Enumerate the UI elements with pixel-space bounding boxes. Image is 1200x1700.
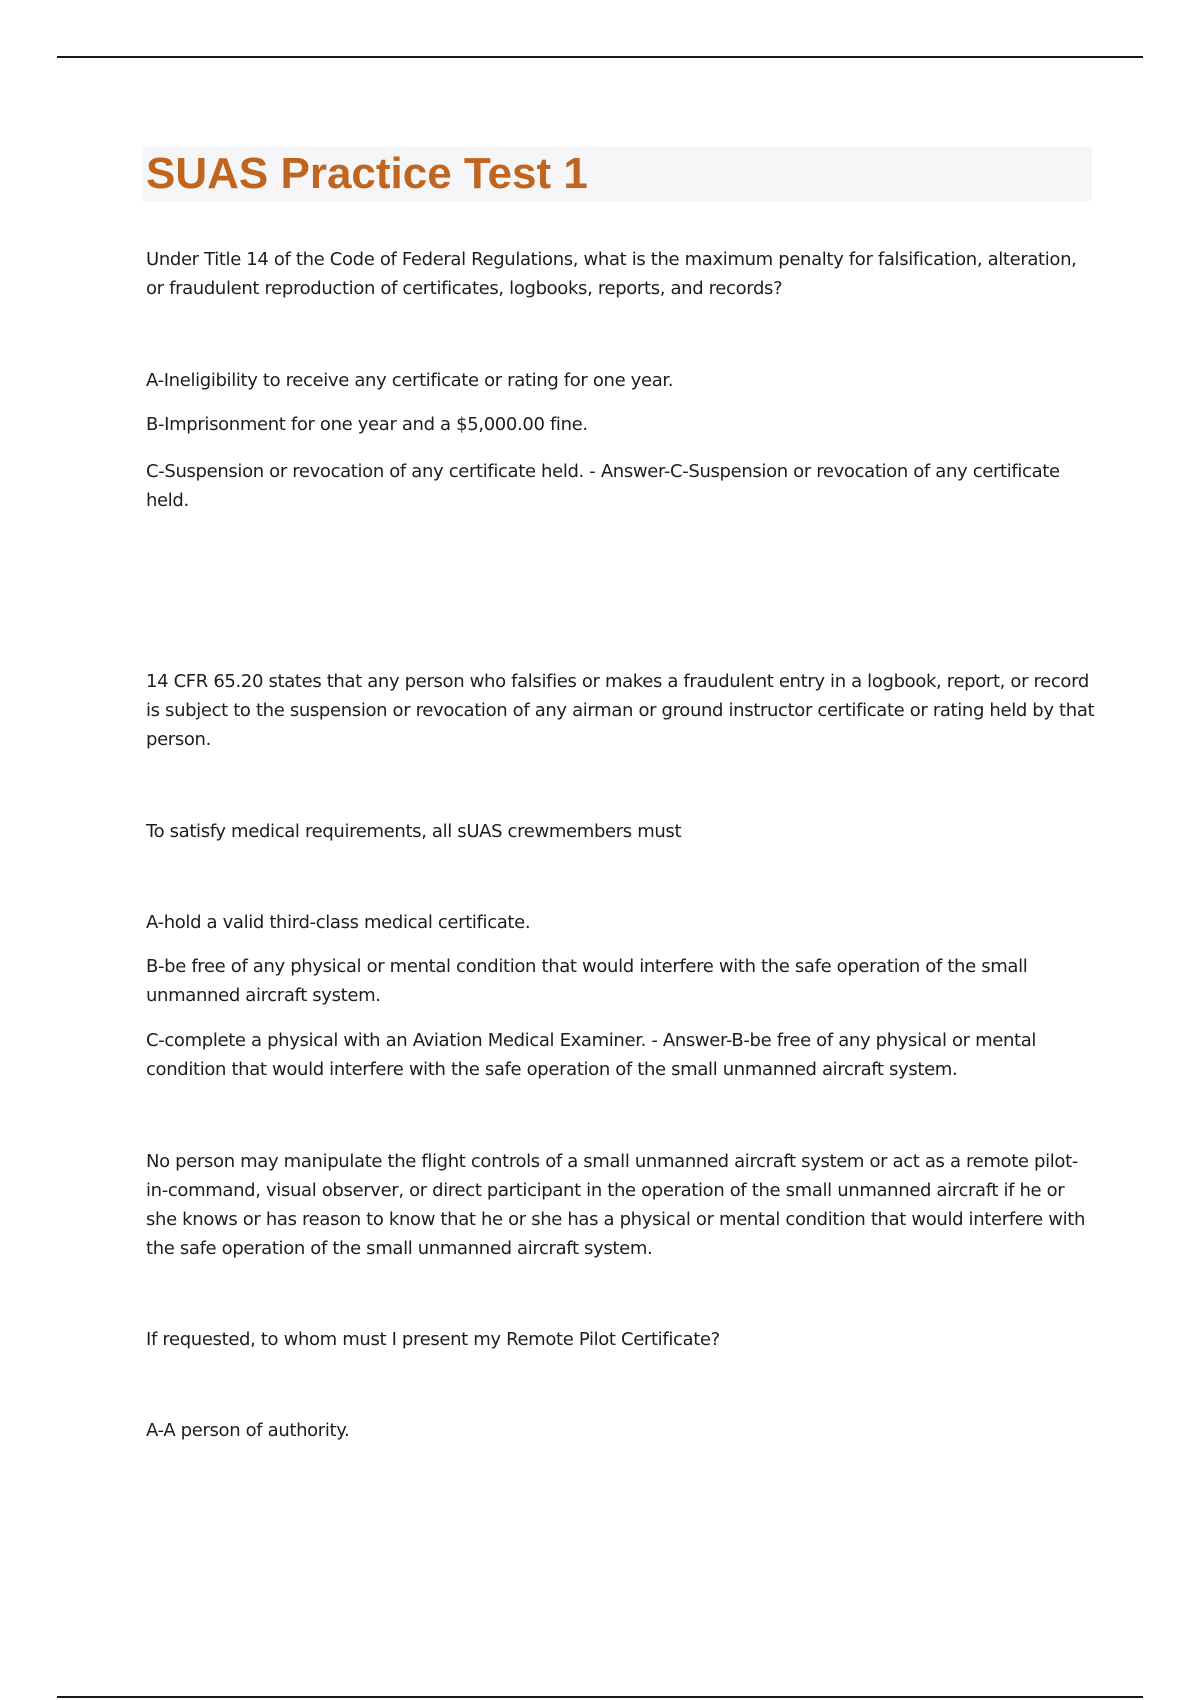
bottom-rule bbox=[57, 1696, 1143, 1698]
question-1-option-b: B-Imprisonment for one year and a $5,000.00 fine. bbox=[146, 414, 588, 435]
question-1-option-a: A-Ineligibility to receive any certificate or rating for one year. bbox=[146, 370, 674, 391]
question-3-text: If requested, to whom must I present my Remote Pilot Certificate? bbox=[146, 1329, 720, 1350]
question-2-option-a: A-hold a valid third-class medical certificate. bbox=[146, 912, 531, 933]
question-1-explanation: 14 CFR 65.20 states that any person who falsifies or makes a fraudulent entry in a logbook, report, or record is subject to the suspension or revocation of any airman or ground instructor certificate or rating held by that person. bbox=[146, 671, 1095, 750]
question-2-explanation: No person may manipulate the flight controls of a small unmanned aircraft system or act as a remote pilot-in-command, visual observer, or direct participant in the operation of the small unmanned aircraft if he or she knows or has reason to know that he or she has a physical or mental condition that would interfere with the safe operation of the small unmanned aircraft system. bbox=[146, 1151, 1085, 1259]
question-1-option-c-answer: C-Suspension or revocation of any certificate held. - Answer-C-Suspension or revocation of any certificate held. bbox=[146, 461, 1060, 511]
question-2-text: To satisfy medical requirements, all sUAS crewmembers must bbox=[146, 821, 682, 842]
question-1-text: Under Title 14 of the Code of Federal Regulations, what is the maximum penalty for falsification, alteration, or fraudulent reproduction of certificates, logbooks, reports, and records? bbox=[146, 249, 1077, 299]
top-rule bbox=[57, 56, 1143, 58]
question-3-option-a: A-A person of authority. bbox=[146, 1420, 350, 1441]
question-2-option-b: B-be free of any physical or mental condition that would interfere with the safe operation of the small unmanned aircraft system. bbox=[146, 956, 1028, 1006]
question-2-option-c-answer: C-complete a physical with an Aviation Medical Examiner. - Answer-B-be free of any physical or mental condition that would interfere with the safe operation of the small unmanned aircraft system. bbox=[146, 1030, 1037, 1080]
document-title: SUAS Practice Test 1 bbox=[146, 149, 588, 198]
